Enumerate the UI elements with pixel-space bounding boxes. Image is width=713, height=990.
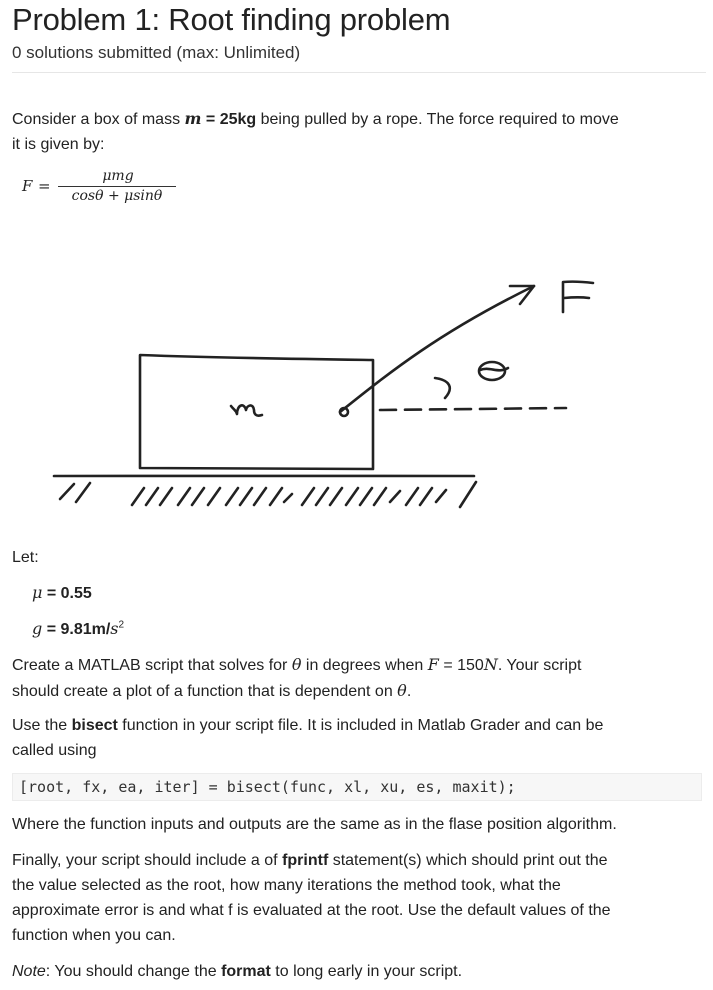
angle-arc bbox=[435, 378, 450, 398]
equation-denominator: cosθ + μsinθ bbox=[71, 188, 163, 204]
equation-lhs: F bbox=[22, 177, 33, 195]
equation-equals: = bbox=[38, 177, 51, 195]
bisect-text: Use the bbox=[12, 717, 72, 734]
task-text: in degrees when bbox=[301, 657, 428, 674]
finally-text: Finally, your script should include a of bbox=[12, 852, 283, 869]
intro-text: being pulled by a rope. The force required to move bbox=[256, 111, 619, 128]
g-exponent: 2 bbox=[118, 619, 125, 631]
intro-paragraph bbox=[12, 106, 692, 157]
force-label-F bbox=[563, 282, 593, 312]
note-text: : You should change the bbox=[45, 963, 222, 980]
task-text: . Your script bbox=[497, 657, 582, 674]
bisect-text: function in your script file. It is included in Matlab Grader and can be bbox=[117, 717, 604, 734]
fraction-bar bbox=[58, 186, 176, 187]
finally-text: approximate error is and what f is evaluated at the root. Use the default values of the bbox=[12, 902, 611, 919]
horizontal-reference bbox=[380, 408, 566, 410]
fprintf-keyword: fprintf bbox=[282, 852, 329, 869]
intro-text: Consider a box of mass bbox=[12, 111, 185, 128]
theta-symbol bbox=[479, 362, 508, 380]
equation-numerator: μmg bbox=[102, 168, 134, 184]
force-symbol: F bbox=[427, 655, 439, 674]
attachment-point bbox=[340, 408, 348, 416]
mass-value: = 25kg bbox=[201, 111, 257, 128]
format-keyword: format bbox=[221, 963, 271, 980]
note-label: Note bbox=[12, 963, 46, 980]
finally-text: the value selected as the root, how many iterations the method took, what the bbox=[12, 877, 561, 894]
note-paragraph bbox=[12, 959, 692, 984]
g-value: = 9.81m/ bbox=[42, 621, 111, 638]
ground-hatching bbox=[60, 482, 476, 507]
rope bbox=[340, 286, 534, 412]
theta-symbol: θ bbox=[397, 681, 407, 700]
task-text: Create a MATLAB script that solves for bbox=[12, 657, 292, 674]
bisect-paragraph bbox=[12, 713, 692, 763]
mass-variable: m bbox=[184, 109, 202, 128]
finally-text: statement(s) which should print out the bbox=[328, 852, 608, 869]
task-paragraph bbox=[12, 652, 692, 704]
finally-paragraph bbox=[12, 848, 692, 948]
where-paragraph: Where the function inputs and outputs are the same as in the flase position algorithm. bbox=[12, 816, 617, 833]
finally-text: function when you can. bbox=[12, 927, 176, 944]
note-text: to long early in your script. bbox=[270, 963, 463, 980]
ground-line bbox=[54, 476, 474, 477]
task-text: . bbox=[406, 683, 412, 700]
page-title: Problem 1: Root finding problem bbox=[12, 2, 451, 37]
newton-unit: N bbox=[483, 655, 498, 674]
mu-parameter bbox=[32, 583, 92, 603]
task-text: = 150 bbox=[438, 657, 484, 674]
bisect-keyword: bisect bbox=[71, 717, 118, 734]
submission-status: 0 solutions submitted (max: Unlimited) bbox=[12, 43, 301, 62]
task-text: should create a plot of a function that is dependent on bbox=[12, 683, 398, 700]
box-rope-diagram bbox=[40, 262, 640, 522]
header-divider bbox=[12, 72, 706, 73]
force-equation bbox=[22, 168, 222, 208]
mass-label-m bbox=[231, 405, 262, 415]
mu-value: = 0.55 bbox=[42, 585, 92, 602]
box bbox=[140, 355, 373, 469]
theta-symbol: θ bbox=[291, 655, 302, 674]
g-symbol: g bbox=[32, 619, 43, 638]
mu-symbol: μ bbox=[32, 583, 43, 602]
intro-text: it is given by: bbox=[12, 136, 105, 153]
code-snippet: [root, fx, ea, iter] = bisect(func, xl, xu, es, maxit); bbox=[12, 773, 702, 801]
g-parameter bbox=[32, 619, 124, 639]
g-unit: s bbox=[110, 619, 119, 638]
let-label: Let: bbox=[12, 549, 39, 566]
bisect-text: called using bbox=[12, 742, 97, 759]
